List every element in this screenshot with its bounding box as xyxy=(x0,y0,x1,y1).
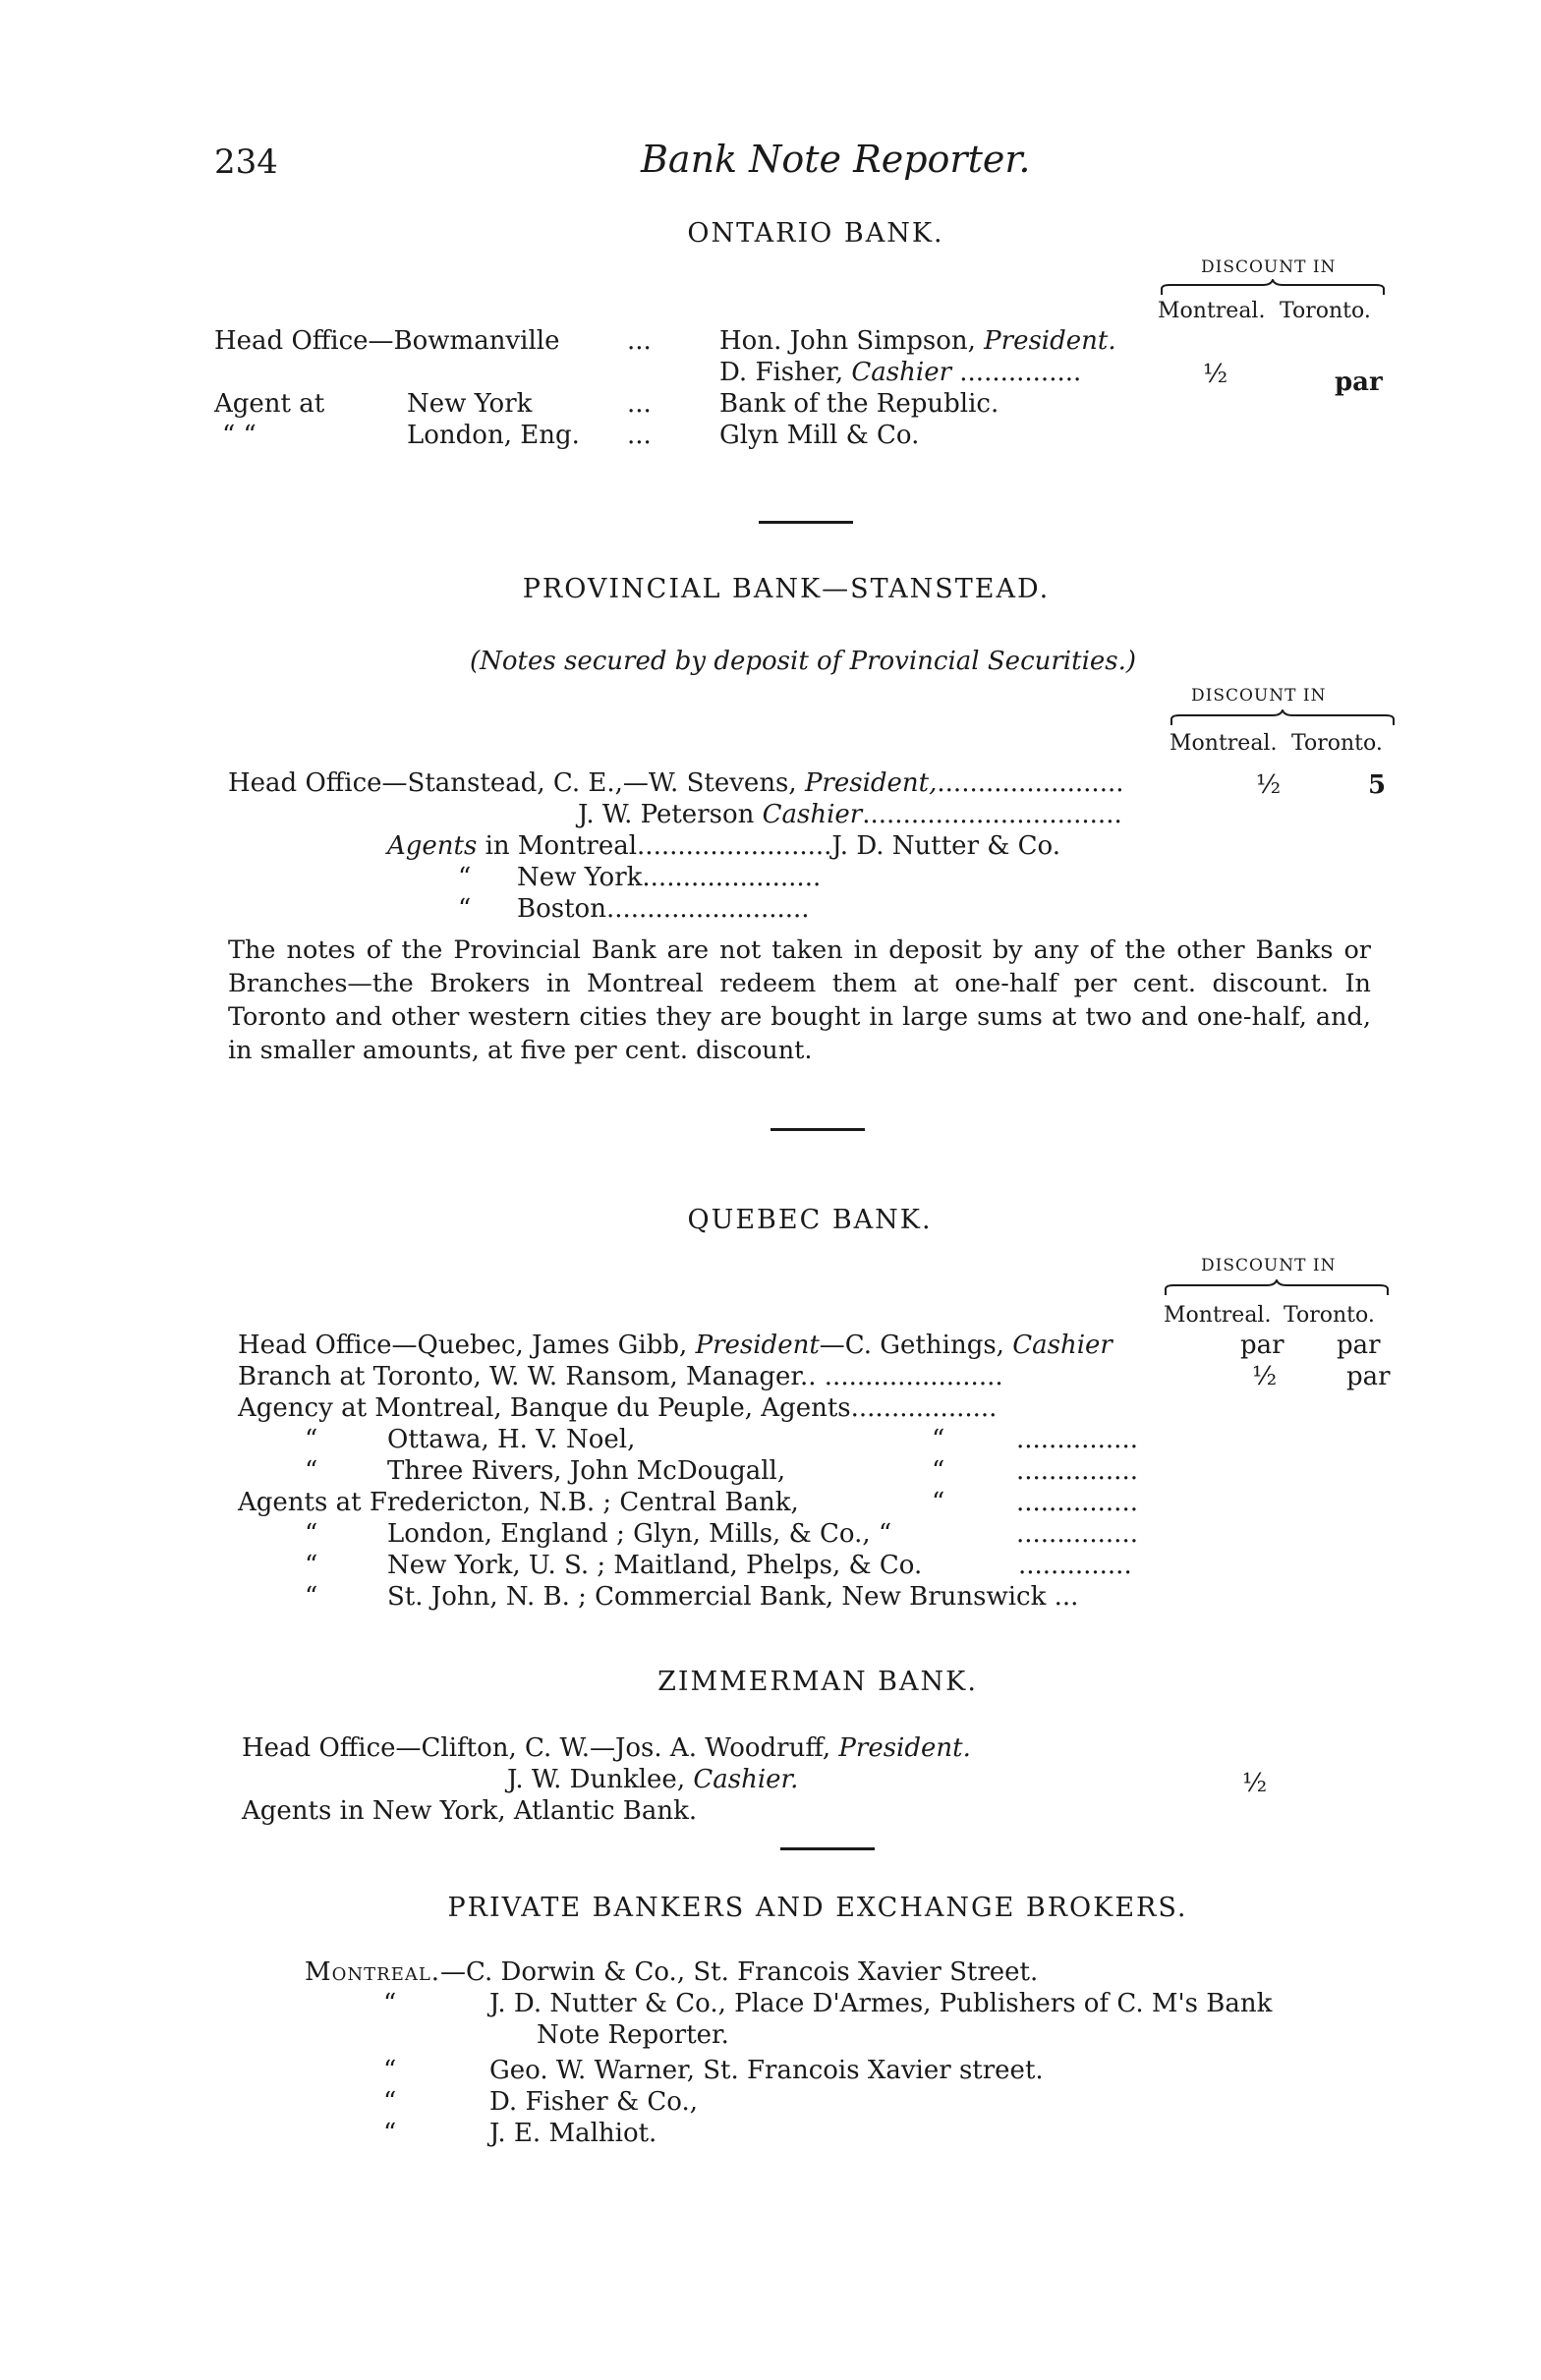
quebec-ditto2-5: “ xyxy=(932,1456,945,1486)
ontario-dots-2: ... xyxy=(627,389,652,419)
ontario-head-office: Head Office—Bowmanville xyxy=(214,326,560,356)
provincial-agents-city: in Montreal xyxy=(485,831,638,861)
zimmerman-cashier xyxy=(507,1765,798,1794)
quebec-agency-text: Agency at Montreal, Banque du Peuple, Agents xyxy=(238,1393,851,1423)
ontario-cashier-leader: ............... xyxy=(959,358,1082,387)
quebec-ditto-7: “ xyxy=(305,1519,318,1549)
quebec-leader-3: .................. xyxy=(850,1393,998,1423)
zimmerman-agents: Agents in New York, Atlantic Bank. xyxy=(242,1796,698,1826)
quebec-branch-montreal: ½ xyxy=(1252,1362,1278,1391)
quebec-discount-brace xyxy=(1164,1279,1390,1297)
quebec-cashier-name: —C. Gethings, xyxy=(819,1331,1004,1360)
ontario-cashier-row xyxy=(719,358,1081,387)
quebec-leader-6: ............... xyxy=(1016,1488,1138,1517)
provincial-cashier xyxy=(578,800,1122,829)
quebec-discount-label: DISCOUNT IN xyxy=(1201,1256,1337,1275)
ontario-col-toronto: Toronto. xyxy=(1280,299,1371,323)
quebec-ditto-9: “ xyxy=(305,1582,318,1612)
ontario-agent-label: Agent at xyxy=(214,389,325,419)
provincial-title: PROVINCIAL BANK—STANSTEAD. xyxy=(522,574,1051,604)
provincial-president-role: President, xyxy=(804,768,938,798)
private-ditto-4: “ xyxy=(383,2087,397,2117)
provincial-col-toronto: Toronto. xyxy=(1291,731,1383,756)
provincial-cashier-role: Cashier xyxy=(762,800,863,829)
provincial-montreal-rate: ½ xyxy=(1256,770,1282,800)
ontario-agent-place: New York xyxy=(407,389,533,419)
private-warner: Geo. W. Warner, St. Francois Xavier street. xyxy=(489,2056,1044,2085)
quebec-head-office xyxy=(238,1331,1113,1360)
ontario-title: ONTARIO BANK. xyxy=(687,218,944,249)
ontario-ditto: “ “ xyxy=(222,421,257,450)
provincial-leader-1: ....................... xyxy=(937,768,1124,798)
private-title: PRIVATE BANKERS AND EXCHANGE BROKERS. xyxy=(447,1893,1188,1923)
zimmerman-title: ZIMMERMAN BANK. xyxy=(657,1667,978,1697)
private-line-1 xyxy=(305,1957,1038,1987)
quebec-ditto-4: “ xyxy=(305,1425,318,1454)
zimmerman-head-office-text: Head Office—Clifton, C. W.—Jos. A. Woodruff, xyxy=(242,1733,831,1763)
quebec-leader-8: .............. xyxy=(1018,1551,1132,1580)
ontario-london-agent: Glyn Mill & Co. xyxy=(719,421,920,450)
provincial-leader-4: ...................... xyxy=(642,863,822,892)
ontario-cashier-role: Cashier xyxy=(851,358,952,387)
provincial-boston-text: Boston xyxy=(517,894,606,924)
private-ditto-5: “ xyxy=(383,2119,397,2148)
provincial-discount-brace xyxy=(1170,709,1396,727)
provincial-ditto-1: “ xyxy=(458,863,472,892)
quebec-ditto2-6: “ xyxy=(932,1488,945,1517)
quebec-st-john: St. John, N. B. ; Commercial Bank, New Brunswick ... xyxy=(387,1582,1079,1612)
ontario-president-role: President. xyxy=(984,326,1116,356)
zimmerman-head-office xyxy=(242,1733,971,1763)
page-number: 234 xyxy=(214,142,278,182)
zimmerman-cashier-name: J. W. Dunklee, xyxy=(507,1765,686,1794)
quebec-fredericton: Agents at Fredericton, N.B. ; Central Bank, xyxy=(238,1488,799,1517)
provincial-leader-2: ................................ xyxy=(862,800,1122,829)
ontario-cashier-toronto: par xyxy=(1335,368,1383,397)
ontario-cashier-montreal: ½ xyxy=(1203,360,1228,389)
quebec-leader-7: ............... xyxy=(1016,1519,1138,1549)
private-malhiot: J. E. Malhiot. xyxy=(489,2119,657,2148)
quebec-head-office-text: Head Office—Quebec, James Gibb, xyxy=(238,1331,688,1360)
quebec-ditto-8: “ xyxy=(305,1551,318,1580)
private-fisher: D. Fisher & Co., xyxy=(489,2087,698,2117)
quebec-ottawa: Ottawa, H. V. Noel, xyxy=(387,1425,636,1454)
ontario-discount-label: DISCOUNT IN xyxy=(1201,257,1337,277)
private-city: Montreal. xyxy=(305,1957,441,1987)
provincial-head-office xyxy=(228,768,1124,798)
provincial-leader-5: ......................... xyxy=(605,894,810,924)
section-divider xyxy=(759,521,853,524)
ontario-dots-1: ... xyxy=(627,326,652,356)
zimmerman-cashier-role: Cashier. xyxy=(693,1765,799,1794)
quebec-ditto2-4: “ xyxy=(932,1425,945,1454)
ontario-dots-3: ... xyxy=(627,421,652,450)
quebec-branch-text: Branch at Toronto, W. W. Ransom, Manager.. xyxy=(238,1362,817,1391)
quebec-ditto-5: “ xyxy=(305,1456,318,1486)
provincial-new-york-text: New York xyxy=(517,863,643,892)
quebec-leader-5: ............... xyxy=(1016,1456,1138,1486)
provincial-new-york xyxy=(517,863,821,892)
ontario-president-name: Hon. John Simpson, xyxy=(719,326,976,356)
section-divider xyxy=(770,1128,865,1131)
quebec-head-montreal: par xyxy=(1240,1331,1284,1360)
quebec-agency xyxy=(238,1393,997,1423)
ontario-discount-brace xyxy=(1160,279,1386,297)
quebec-london xyxy=(387,1519,891,1549)
provincial-boston xyxy=(517,894,810,924)
quebec-col-toronto: Toronto. xyxy=(1284,1303,1375,1328)
zimmerman-president-role: President. xyxy=(838,1733,971,1763)
quebec-title: QUEBEC BANK. xyxy=(687,1205,933,1235)
private-ditto-2: “ xyxy=(383,1989,397,2018)
quebec-president-role: President xyxy=(695,1331,820,1360)
private-dorwin: —C. Dorwin & Co., St. Francois Xavier Street. xyxy=(440,1957,1039,1987)
private-nutter: J. D. Nutter & Co., Place D'Armes, Publishers of C. M's Bank xyxy=(489,1989,1273,2018)
quebec-cashier-role: Cashier xyxy=(1012,1331,1113,1360)
provincial-discount-label: DISCOUNT IN xyxy=(1191,686,1327,706)
ontario-agent-name: Bank of the Republic. xyxy=(719,389,999,419)
quebec-branch xyxy=(238,1362,1003,1391)
ontario-col-montreal: Montreal. xyxy=(1158,299,1266,323)
section-divider xyxy=(780,1847,875,1850)
ontario-london-place: London, Eng. xyxy=(407,421,580,450)
quebec-new-york: New York, U. S. ; Maitland, Phelps, & Co. xyxy=(387,1551,923,1580)
provincial-agents-montreal xyxy=(387,831,1060,861)
quebec-col-montreal: Montreal. xyxy=(1164,1303,1272,1328)
running-title: Bank Note Reporter. xyxy=(641,138,1031,181)
quebec-head-toronto: par xyxy=(1337,1331,1381,1360)
ontario-president-row xyxy=(719,326,1116,356)
quebec-leader-2: ...................... xyxy=(824,1362,1003,1391)
provincial-toronto-rate: 5 xyxy=(1368,770,1387,800)
provincial-agents-label: Agents xyxy=(387,831,478,861)
provincial-head-office-text: Head Office—Stanstead, C. E.,—W. Stevens, xyxy=(228,768,797,798)
provincial-subtitle: (Notes secured by deposit of Provincial Securities.) xyxy=(470,647,1137,676)
provincial-agents-name: J. D. Nutter & Co. xyxy=(831,831,1061,861)
provincial-cashier-name: J. W. Peterson xyxy=(578,800,755,829)
quebec-london-text: London, England ; Glyn, Mills, & Co., xyxy=(387,1519,871,1549)
quebec-branch-toronto: par xyxy=(1346,1362,1391,1391)
private-nutter-cont: Note Reporter. xyxy=(537,2020,729,2050)
quebec-ditto2-7: “ xyxy=(878,1519,892,1549)
ontario-cashier-name: D. Fisher, xyxy=(719,358,844,387)
zimmerman-montreal-rate: ½ xyxy=(1242,1769,1268,1798)
provincial-note: The notes of the Provincial Bank are not taken in deposit by any of the other Banks or Branches—the Brokers in Montreal redeem them at one-half per cent. discount. In Toronto and other western cities they are bought in large sums at two and one-half, and, in smaller amounts, at five per cent. discount. xyxy=(228,935,1371,1065)
provincial-ditto-2: “ xyxy=(458,894,472,924)
provincial-leader-3: ........................ xyxy=(637,831,832,861)
private-ditto-3: “ xyxy=(383,2056,397,2085)
quebec-three-rivers: Three Rivers, John McDougall, xyxy=(387,1456,786,1486)
quebec-leader-4: ............... xyxy=(1016,1425,1138,1454)
provincial-col-montreal: Montreal. xyxy=(1170,731,1278,756)
